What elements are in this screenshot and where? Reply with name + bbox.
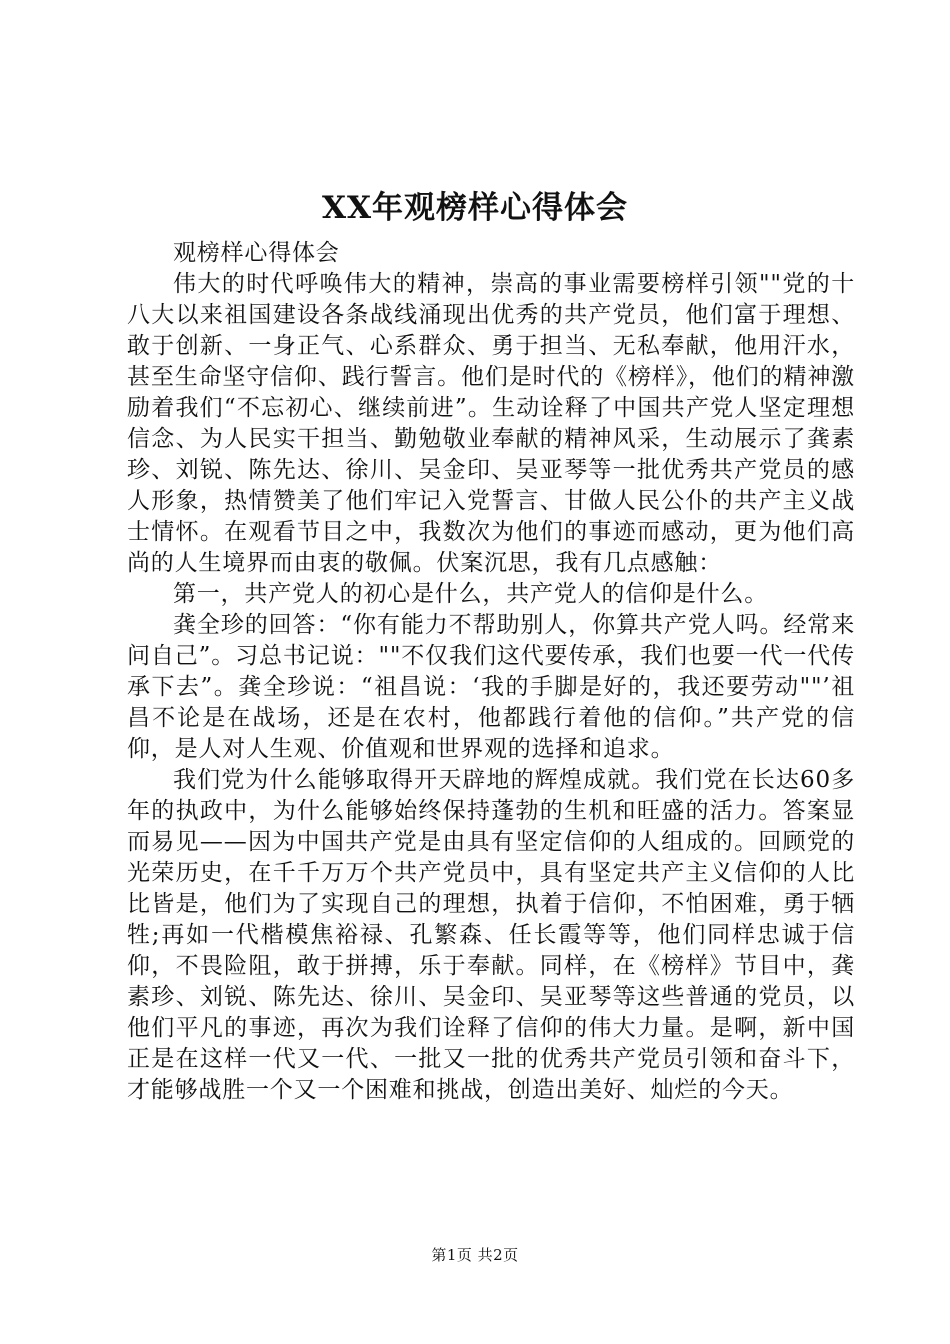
paragraph-2: 第一，共产党人的初心是什么，共产党人的信仰是什么。: [173, 581, 768, 607]
document-body: [127, 238, 855, 1106]
page-number-footer: 第1页 共2页: [431, 1246, 519, 1264]
paragraph-1: 伟大的时代呼唤伟大的精神，崇高的事业需要榜样引领""党的十八大以来祖国建设各条战线涌现出优秀的共产党员，他们富于理想、敢于创新、一身正气、心系群众、勇于担当、无私奉献，他用汗水，甚至生命坚守信仰、践行誓言。他们是时代的《榜样》，他们的精神激励着我们“不忘初心、继续前进”。生动诠释了中国共产党人坚定理想信念、为人民实干担当、勤勉敬业奉献的精神风采，生动展示了龚素珍、刘锐、陈先达、徐川、吴金印、吴亚琴等一批优秀共产党员的感人形象，热情赞美了他们牢记入党誓言、甘做人民公仆的共产主义战士情怀。在观看节目之中，我数次为他们的事迹而感动，更为他们高尚的人生境界而由衷的敬佩。伏案沉思，我有几点感触：: [127, 271, 855, 576]
document-subtitle: 观榜样心得体会: [173, 240, 340, 266]
document-title: XX年观榜样心得体会: [321, 190, 629, 226]
paragraph-3: 龚全珍的回答：“你有能力不帮助别人，你算共产党人吗。经常来问自己”。习总书记说：""不仅我们这代要传承，我们也要一代一代传承下去”。龚全珍说：“祖昌说：‘我的手脚是好的，我还要劳动""’祖昌不论是在战场，还是在农村，他都践行着他的信仰。”共产党的信仰，是人对人生观、价值观和世界观的选择和追求。: [127, 612, 855, 762]
paragraph-4: 我们党为什么能够取得开天辟地的辉煌成就。我们党在长达60多年的执政中，为什么能够始终保持蓬勃的生机和旺盛的活力。答案显而易见——因为中国共产党是由具有坚定信仰的人组成的。回顾党的光荣历史，在千千万万个共产党员中，具有坚定共产主义信仰的人比比皆是，他们为了实现自己的理想，执着于信仰，不怕困难，勇于牺牲;再如一代楷模焦裕禄、孔繁森、任长霞等等，他们同样忠诚于信仰，不畏险阻，敢于拼搏，乐于奉献。同样，在《榜样》节目中，龚素珍、刘锐、陈先达、徐川、吴金印、吴亚琴等这些普通的党员，以他们平凡的事迹，再次为我们诠释了信仰的伟大力量。是啊，新中国正是在这样一代又一代、一批又一批的优秀共产党员引领和奋斗下，才能够战胜一个又一个困难和挑战，创造出美好、灿烂的今天。: [127, 767, 855, 1103]
